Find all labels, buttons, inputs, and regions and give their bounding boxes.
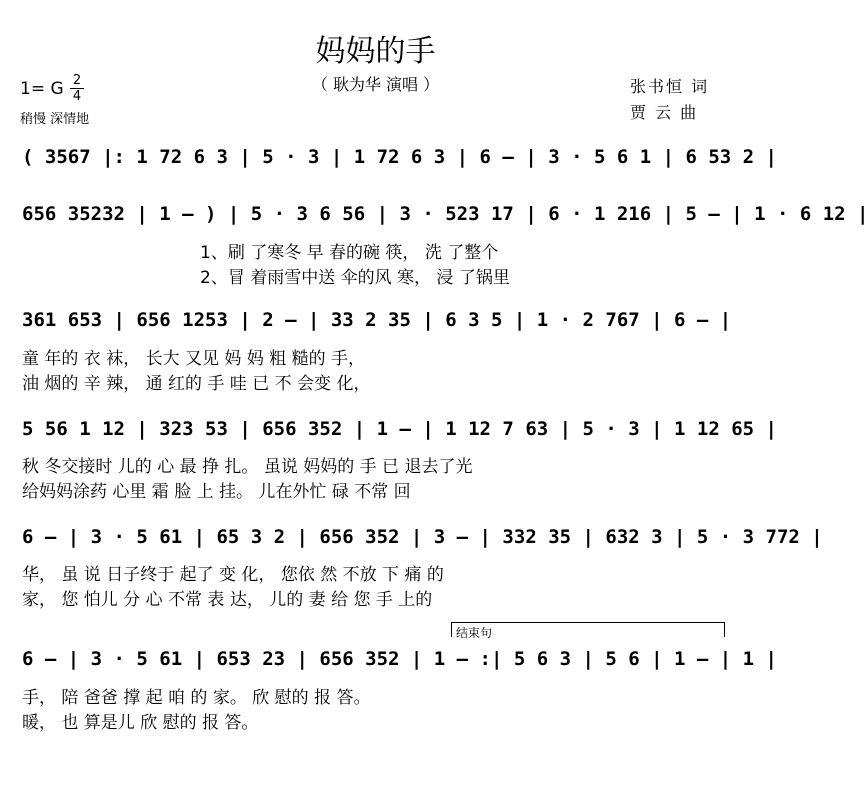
score-row-5-lyric-1: 华， 虽 说 日子终于 起了 变 化， 您依 然 不放 下 痛 的: [22, 565, 444, 585]
song-title: 妈妈的手: [315, 34, 436, 69]
performer-line: （ 耿为华 演唱 ）: [311, 75, 440, 94]
lyricist-credit: 张书恒 词: [630, 77, 710, 96]
score-row-4-lyric-2: 给妈妈涂药 心里 霜 脸 上 挂。 儿在外忙 碌 不常 回: [22, 482, 411, 502]
score-row-5-lyric-2: 家， 您 怕儿 分 心 不常 表 达， 儿的 妻 给 您 手 上的: [22, 590, 433, 610]
score-row-3-notes: 361 653 | 656 1253 | 2 – | 33 2 35 | 6 3 5 | 1 · 2 767 | 6 – |: [22, 309, 732, 331]
score-row-2-lyric-1: 1、刷 了寒冬 早 春的碗 筷， 洗 了整个: [200, 243, 499, 263]
time-signature-top: 2: [72, 73, 82, 88]
score-row-6-notes: 6 – | 3 · 5 61 | 653 23 | 656 352 | 1 – :| 5 6 3 | 5 6 | 1 – | 1 |: [22, 648, 777, 670]
score-row-4-lyric-1: 秋 冬交接时 儿的 心 最 挣 扎。 虽说 妈妈的 手 已 退去了光: [22, 457, 473, 477]
score-row-6-lyric-2: 暖， 也 算是儿 欣 慰的 报 答。: [22, 713, 259, 733]
score-row-3-lyric-1: 童 年的 衣 袜， 长大 又见 妈 妈 粗 糙的 手，: [22, 349, 366, 369]
score-row-2-notes: 656 35232 | 1 – ) | 5 · 3 6 56 | 3 · 523 17 | 6 · 1 216 | 5 – | 1 · 6 12 |: [22, 203, 868, 225]
score-row-5-notes: 6 – | 3 · 5 61 | 65 3 2 | 656 352 | 3 – | 332 35 | 632 3 | 5 · 3 772 |: [22, 526, 823, 548]
composer-credit: 贾 云 曲: [630, 103, 699, 122]
score-row-3-lyric-2: 油 烟的 辛 辣， 通 红的 手 哇 已 不 会变 化，: [22, 374, 371, 394]
time-signature-bottom: 4: [72, 89, 82, 104]
tempo-marking: 稍慢 深情地: [20, 112, 90, 127]
ending-label: 结束句: [456, 626, 493, 640]
time-signature: [70, 74, 84, 103]
ending-bracket: [451, 622, 725, 637]
score-row-6-lyric-1: 手， 陪 爸爸 撑 起 咱 的 家。 欣 慰的 报 答。: [22, 688, 371, 708]
key-signature: 1= G: [20, 79, 64, 99]
score-row-4-notes: 5 56 1 12 | 323 53 | 656 352 | 1 – | 1 12 7 63 | 5 · 3 | 1 12 65 |: [22, 418, 777, 440]
score-row-1-notes: ( 3567 |: 1 72 6 3 | 5 · 3 | 1 72 6 3 | 6 – | 3 · 5 6 1 | 6 53 2 |: [22, 146, 777, 168]
score-row-2-lyric-2: 2、冒 着雨雪中送 伞的风 寒， 浸 了锅里: [200, 268, 510, 288]
